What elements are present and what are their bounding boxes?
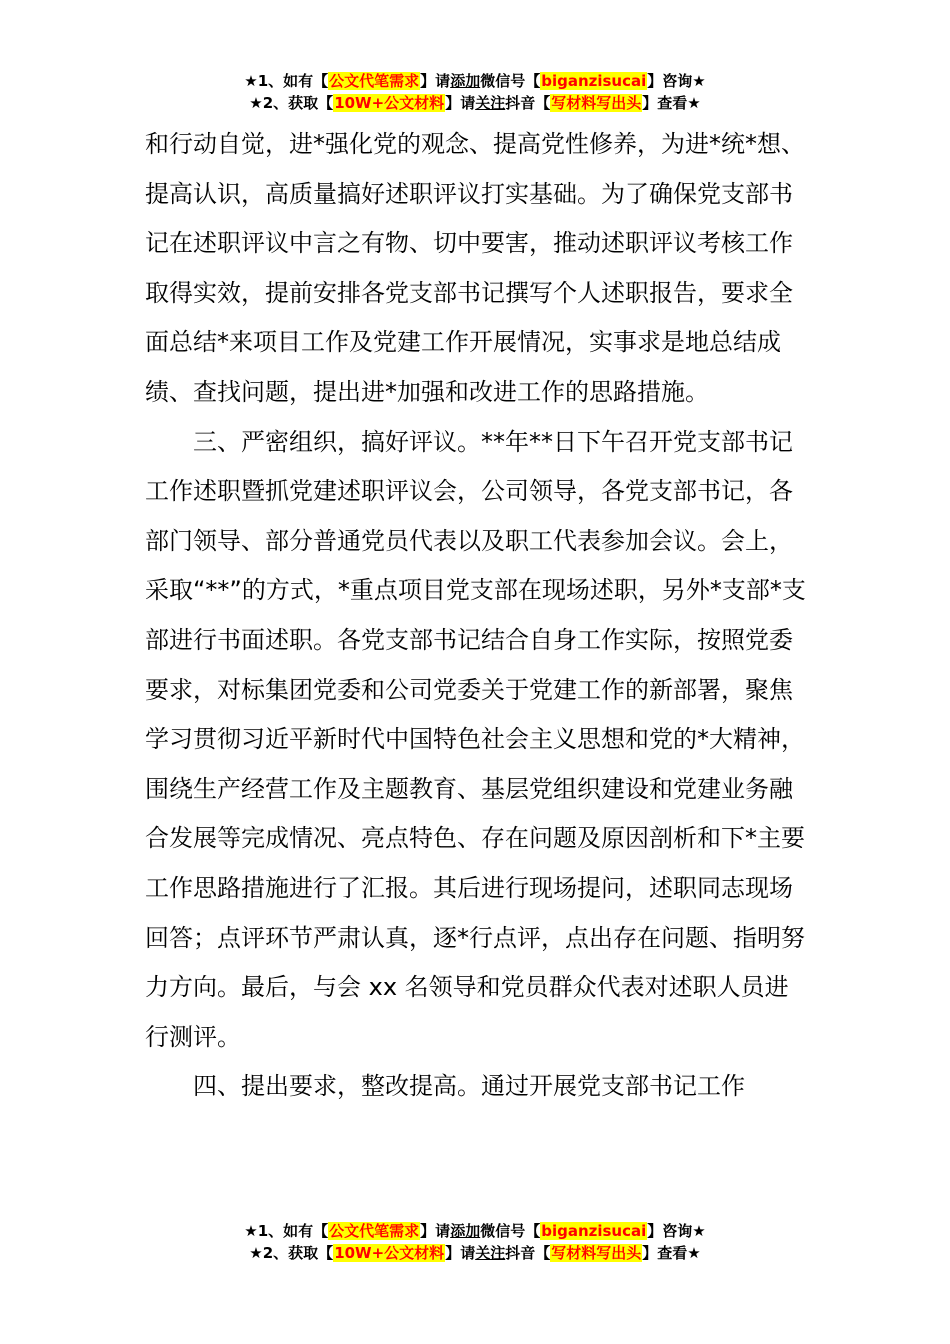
footer-line-2-highlight-materials: 10W+公文材料 — [334, 1244, 445, 1262]
footer-line-1 — [0, 1220, 950, 1242]
header-line-1 — [0, 70, 950, 92]
paragraph-section-four: 四、提出要求，整改提高。通过开展党支部书记工作 — [193, 1072, 745, 1101]
footer-line-1-text: 】请 — [420, 1222, 451, 1240]
header-line-1-text: 】咨询★ — [647, 72, 706, 90]
footer-line-2-text: 】请 — [445, 1244, 476, 1262]
header-banner — [0, 70, 950, 114]
footer-line-2-highlight-douyin: 写材料写出头 — [551, 1244, 642, 1262]
footer-line-2-text: 抖音【 — [505, 1244, 551, 1262]
header-line-1-text: ★1、如有【 — [244, 72, 329, 90]
header-line-2-text: ★2、获取【 — [249, 94, 334, 112]
header-line-1-highlight-wechat: biganzisucai — [541, 72, 647, 90]
footer-line-2-text: ★2、获取【 — [249, 1244, 334, 1262]
footer-line-1-text: 微信号【 — [480, 1222, 541, 1240]
header-line-2-highlight-douyin: 写材料写出头 — [551, 94, 642, 112]
footer-line-1-text: ★1、如有【 — [244, 1222, 329, 1240]
footer-line-2-text: 】查看★ — [642, 1244, 701, 1262]
header-line-2-text: 抖音【 — [505, 94, 551, 112]
header-line-1-text: 微信号【 — [480, 72, 541, 90]
footer-line-2 — [0, 1242, 950, 1264]
footer-line-1-text: 】咨询★ — [647, 1222, 706, 1240]
header-line-2 — [0, 92, 950, 114]
footer-line-1-highlight-wechat: biganzisucai — [541, 1222, 647, 1240]
header-line-1-underlined: 添加 — [450, 72, 481, 90]
footer-line-1-highlight-service: 公文代笔需求 — [329, 1222, 420, 1240]
header-line-2-highlight-materials: 10W+公文材料 — [334, 94, 445, 112]
header-line-2-underlined: 关注 — [475, 94, 506, 112]
header-line-2-text: 】请 — [445, 94, 476, 112]
footer-banner — [0, 1220, 950, 1264]
paragraph-continuation: 和行动自觉，进*强化党的观念、提高党性修养，为进*统*想、提高认识，高质量搞好述职评议打实基础。为了确保党支部书记在述职评议中言之有物、切中要害，推动述职评议考核工作取得实效，提前安排各党支部书记撰写个人述职报告，要求全面总结*来项目工作及党建工作开展情况，实事求是地总结成绩、查找问题，提出进*加强和改进工作的思路措施。 — [145, 130, 805, 406]
document-body — [145, 120, 810, 1112]
header-line-2-text: 】查看★ — [642, 94, 701, 112]
paragraph-section-three: 三、严密组织，搞好评议。**年**日下午召开党支部书记工作述职暨抓党建述职评议会，公司领导，各党支部书记，各部门领导、部分普通党员代表以及职工代表参加会议。会上，采取“**”的方式，*重点项目党支部在现场述职，另外*支部*支部进行书面述职。各党支部书记结合自身工作实际，按照党委要求，对标集团党委和公司党委关于党建工作的新部署，聚焦学习贯彻习近平新时代中国特色社会主义思想和党的*大精神，围绕生产经营工作及主题教育、基层党组织建设和党建业务融合发展等完成情况、亮点特色、存在问题及原因剖析和下*主要工作思路措施进行了汇报。其后进行现场提问，述职同志现场回答；点评环节严肃认真，逐*行点评，点出存在问题、指明努力方向。最后，与会 xx 名领导和党员群众代表对述职人员进行测评。 — [145, 427, 806, 1051]
header-line-1-highlight-service: 公文代笔需求 — [329, 72, 420, 90]
footer-line-2-underlined: 关注 — [475, 1244, 506, 1262]
header-line-1-text: 】请 — [420, 72, 451, 90]
footer-line-1-underlined: 添加 — [450, 1222, 481, 1240]
